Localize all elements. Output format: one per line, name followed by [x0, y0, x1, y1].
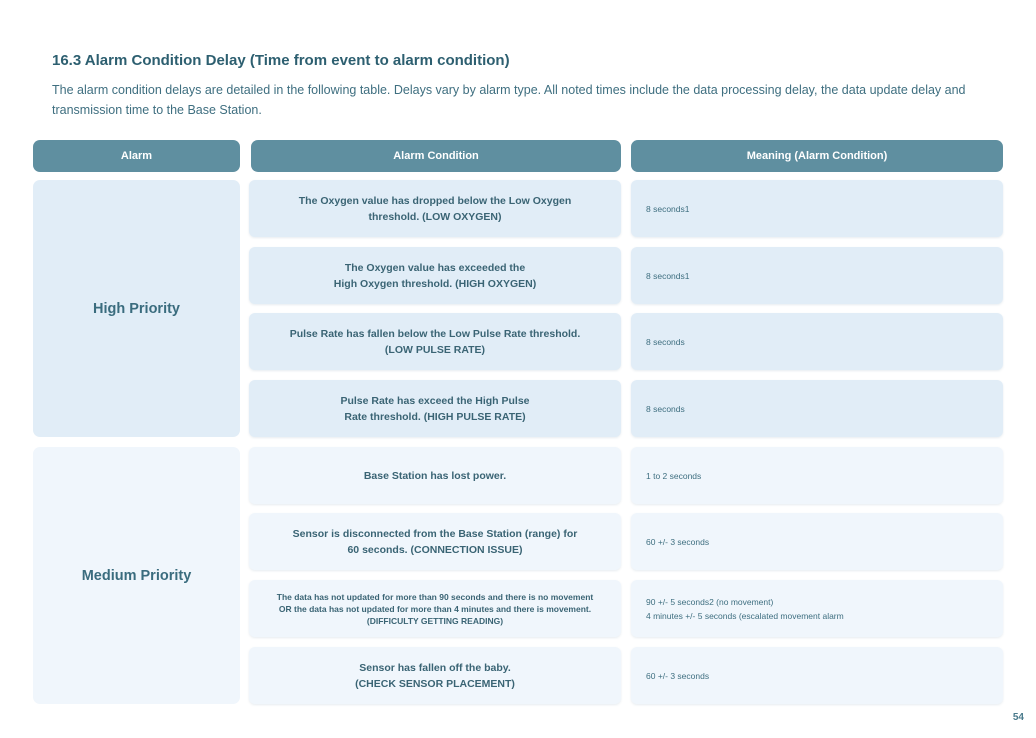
condition-line: High Oxygen threshold. (HIGH OXYGEN): [333, 277, 537, 290]
condition-cell: [249, 247, 621, 304]
meaning-line: 60 +/- 3 seconds: [646, 670, 710, 681]
condition-line: Sensor is disconnected from the Base Station (range) for: [292, 527, 578, 540]
meaning-line: 4 minutes +/- 5 seconds (escalated movement alarm: [646, 610, 844, 621]
condition-line: Base Station has lost power.: [363, 469, 507, 482]
meaning-line: 1 to 2 seconds: [646, 470, 702, 481]
condition-line: OR the data has not updated for more than 4 minutes and there is movement.: [278, 603, 592, 614]
meaning-cell: [631, 313, 1003, 370]
condition-line: threshold. (LOW OXYGEN): [368, 210, 502, 223]
section-title: 16.3 Alarm Condition Delay (Time from event to alarm condition): [52, 52, 510, 69]
condition-cell: [249, 647, 621, 704]
meaning-cell: [631, 580, 1003, 637]
condition-line: 60 seconds. (CONNECTION ISSUE): [347, 543, 523, 556]
group-high-priority: [33, 180, 240, 437]
meaning-cell: [631, 180, 1003, 237]
condition-line: (CHECK SENSOR PLACEMENT): [355, 677, 515, 690]
group-label: Medium Priority: [81, 567, 192, 584]
meaning-cell: [631, 247, 1003, 304]
condition-line: Rate threshold. (HIGH PULSE RATE): [344, 410, 526, 423]
meaning-cell: [631, 380, 1003, 437]
condition-cell: [249, 580, 621, 637]
meaning-line: 60 +/- 3 seconds: [646, 536, 710, 547]
group-medium-priority: [33, 447, 240, 704]
meaning-line: 90 +/- 5 seconds2 (no movement): [646, 596, 774, 607]
condition-cell: [249, 513, 621, 570]
condition-line: (LOW PULSE RATE): [384, 343, 486, 356]
header-meaning: Meaning (Alarm Condition): [631, 140, 1003, 172]
group-label: High Priority: [92, 300, 180, 317]
page-number: 54: [1012, 712, 1024, 723]
meaning-cell: [631, 447, 1003, 504]
condition-line: Pulse Rate has fallen below the Low Pulse Rate threshold.: [289, 327, 581, 340]
meaning-line: 8 seconds1: [646, 203, 690, 214]
intro-paragraph: The alarm condition delays are detailed in the following table. Delays vary by alarm type. All noted times include the data processing delay, the data update delay and transmission time to the Base Station.: [52, 83, 966, 117]
condition-line: The Oxygen value has dropped below the Low Oxygen: [298, 194, 572, 207]
condition-line: Pulse Rate has exceed the High Pulse: [340, 394, 530, 407]
meaning-line: 8 seconds1: [646, 270, 690, 281]
condition-cell: [249, 447, 621, 504]
condition-cell: [249, 180, 621, 237]
meaning-cell: [631, 513, 1003, 570]
condition-line: The data has not updated for more than 90 seconds and there is no movement: [276, 591, 594, 602]
condition-cell: [249, 380, 621, 437]
header-alarm-condition: Alarm Condition: [251, 140, 621, 172]
meaning-line: 8 seconds: [646, 336, 685, 347]
condition-cell: [249, 313, 621, 370]
meaning-cell: [631, 647, 1003, 704]
meaning-line: 8 seconds: [646, 403, 685, 414]
condition-line: The Oxygen value has exceeded the: [344, 261, 526, 274]
condition-line: (DIFFICULTY GETTING READING): [366, 615, 504, 626]
header-alarm: Alarm: [33, 140, 240, 172]
condition-line: Sensor has fallen off the baby.: [359, 661, 511, 674]
